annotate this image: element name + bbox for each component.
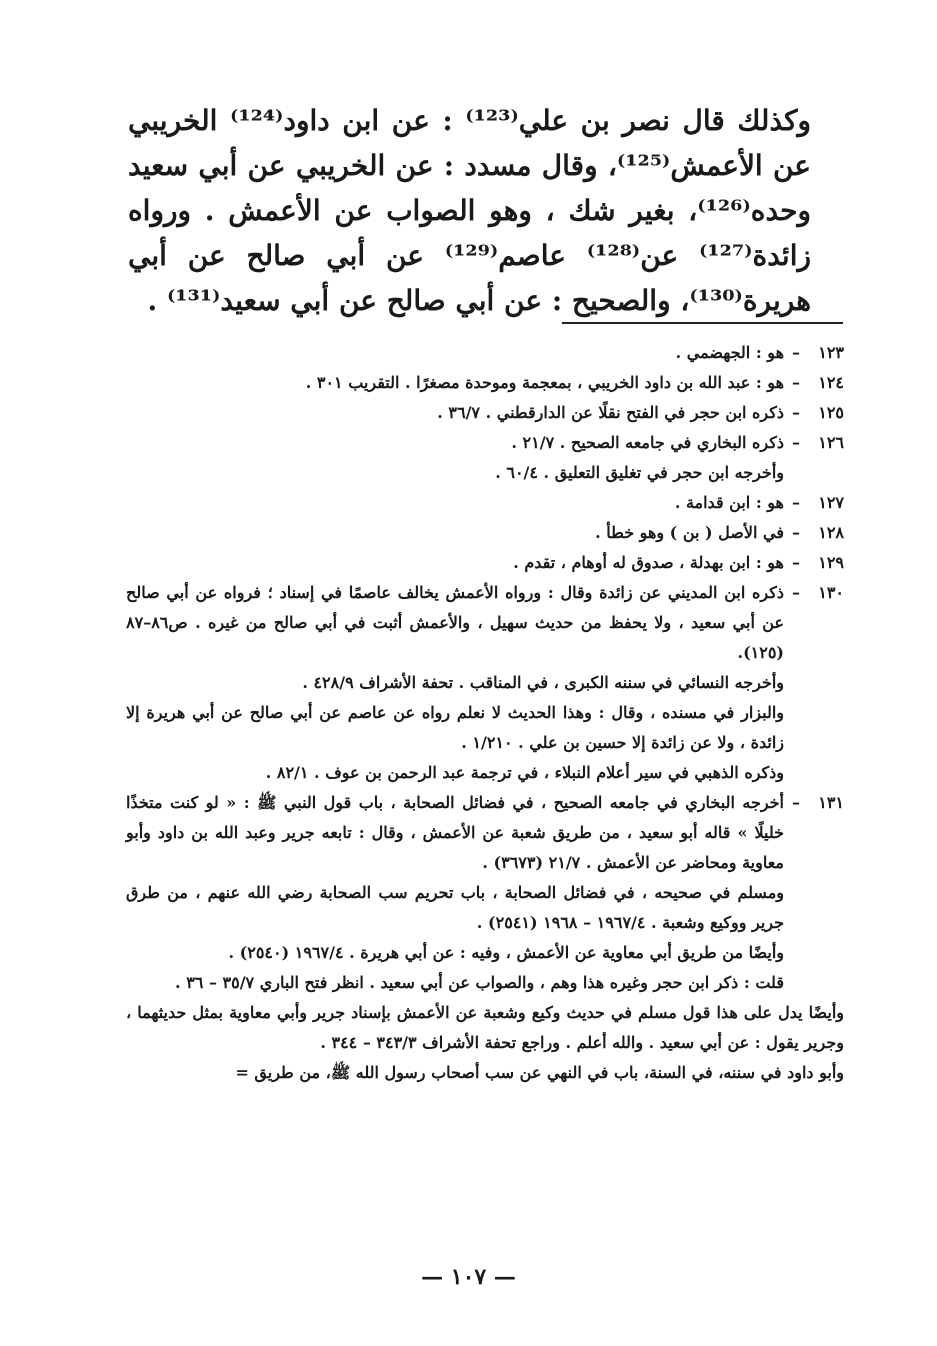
footnote-number: ١٢٥: [818, 403, 844, 422]
footnote-125: [126, 398, 844, 428]
footnote-text: ذكره ابن حجر في الفتح نقلًا عن الدارقطني . ٣٦/٧ .: [437, 403, 784, 422]
footnote-130: [126, 578, 844, 788]
footnote-continuation: وأيضًا يدل على هذا قول مسلم في حديث وكيع وشعبة عن الأعمش بإسناد جرير وأبي معاوية بمثل حديثهما ، وجرير يقول : عن أبي سعيد . والله أعلم . وراجع تحفة الأشراف ٣٤٣/٣ – ٣٤٤ .: [126, 1003, 844, 1052]
footnote-number: ١٢٣: [818, 343, 844, 362]
footnote-text: ذكره ابن المديني عن زائدة وقال : ورواه الأعمش يخالف عاصمًا في إسناد ؛ فرواه عن أبي صالح عن أبي سعيد ، ولا يحفظ من حديث سهيل ، والأعمش أثبت في أبي صالح من غيره . ص٨٦–٨٧ (١٢٥).: [126, 583, 784, 662]
footnote-127: [126, 488, 844, 518]
main-text: [128, 98, 811, 323]
footnote-124: [126, 368, 844, 398]
main-paragraph: وكذلك قال نصر بن علي⁽¹²³⁾ : عن ابن داود⁽¹²⁴⁾ الخريبي عن الأعمش⁽¹²⁵⁾، وقال مسدد : عن الخريبي عن أبي سعيد وحده⁽¹²⁶⁾، بغير شك ، وهو الصواب عن الأعمش . ورواه زائدة⁽¹²⁷⁾ عن⁽¹²⁸⁾ عاصم⁽¹²⁹⁾ عن أبي صالح عن أبي هريرة⁽¹³⁰⁾، والصحيح : عن أبي صالح عن أبي سعيد⁽¹³¹⁾ .: [128, 104, 812, 317]
footnote-number: ١٢٩: [818, 553, 844, 572]
footnote-dash: –: [792, 493, 800, 512]
footnote-128: [126, 518, 844, 548]
footnote-text: هو : عبد الله بن داود الخريبي ، بمعجمة وموحدة مصغرًا . التقريب ٣٠١ .: [305, 373, 784, 392]
footnote-number: ١٣١: [818, 793, 844, 812]
footnote-131: [126, 788, 844, 998]
footnote-number: ١٢٧: [818, 493, 844, 512]
footnote-text: وذكره الذهبي في سير أعلام النبلاء ، في ترجمة عبد الرحمن بن عوف . ٨٢/١ .: [265, 763, 784, 782]
footnote-126: [126, 428, 844, 488]
footnote-dash: –: [792, 553, 800, 572]
footnote-number: ١٣٠: [818, 583, 844, 602]
footnote-number: ١٢٦: [818, 433, 844, 452]
footnote-dash: –: [792, 433, 800, 452]
footnote-text: وأيضًا من طريق أبي معاوية عن الأعمش ، وفيه : عن أبي هريرة . ١٩٦٧/٤ (٢٥٤٠) .: [228, 943, 784, 962]
footnote-text: هو : ابن قدامة .: [674, 493, 784, 512]
footnote-text: والبزار في مسنده ، وقال : وهذا الحديث لا نعلم رواه عن عاصم عن أبي صالح عن أبي هريرة إلا زائدة ، ولا عن زائدة إلا حسين بن علي . ١/٢١٠ .: [126, 703, 784, 752]
footnote-dash: –: [792, 583, 800, 602]
footnote-123: [126, 338, 844, 368]
footnote-text: ذكره البخاري في جامعه الصحيح . ٢١/٧ .: [511, 433, 784, 452]
footnote-text: هو : الجهضمي .: [675, 343, 784, 362]
footnote-dash: –: [792, 373, 800, 392]
footnote-dash: –: [792, 343, 800, 362]
footnote-continuation: وأبو داود في سننه، في السنة، باب في النهي عن سب أصحاب رسول الله ﷺ، من طريق =: [235, 1063, 844, 1082]
footnote-dash: –: [792, 793, 800, 812]
footnote-dash: –: [792, 403, 800, 422]
footnote-dash: –: [792, 523, 800, 542]
footnote-text: وأخرجه النسائي في سننه الكبرى ، في المناقب . تحفة الأشراف ٤٢٨/٩ .: [302, 673, 784, 692]
footnote-text: في الأصل ( بن ) وهو خطأ .: [595, 523, 784, 542]
footnotes: [126, 338, 844, 1088]
footnote-number: ١٢٨: [818, 523, 844, 542]
footnote-divider: [562, 322, 843, 324]
footnote-text: هو : ابن بهدلة ، صدوق له أوهام ، تقدم .: [513, 553, 784, 572]
footnote-text: قلت : ذكر ابن حجر وغيره هذا وهم ، والصواب عن أبي سعيد . انظر فتح الباري ٣٥/٧ – ٣٦ .: [175, 973, 784, 992]
footnote-text: وأخرجه ابن حجر في تغليق التعليق . ٦٠/٤ .: [495, 463, 784, 482]
page-number: — ١٠٧ —: [421, 1264, 516, 1290]
footnote-number: ١٢٤: [818, 373, 844, 392]
footnote-129: [126, 548, 844, 578]
footnote-text: ومسلم في صحيحه ، في فضائل الصحابة ، باب تحريم سب الصحابة رضي الله عنهم ، من طرق جرير ووكيع وشعبة . ١٩٦٧/٤ – ١٩٦٨ (٢٥٤١) .: [126, 883, 784, 932]
footnote-text: أخرجه البخاري في جامعه الصحيح ، في فضائل الصحابة ، باب قول النبي ﷺ : « لو كنت متخذًا خليلًا » قاله أبو سعيد ، من طريق شعبة عن الأعمش ، وقال : تابعه جرير وعبد الله بن داود وأبو معاوية ومحاضر عن الأعمش . ٢١/٧ (٣٦٧٣) .: [126, 793, 784, 872]
